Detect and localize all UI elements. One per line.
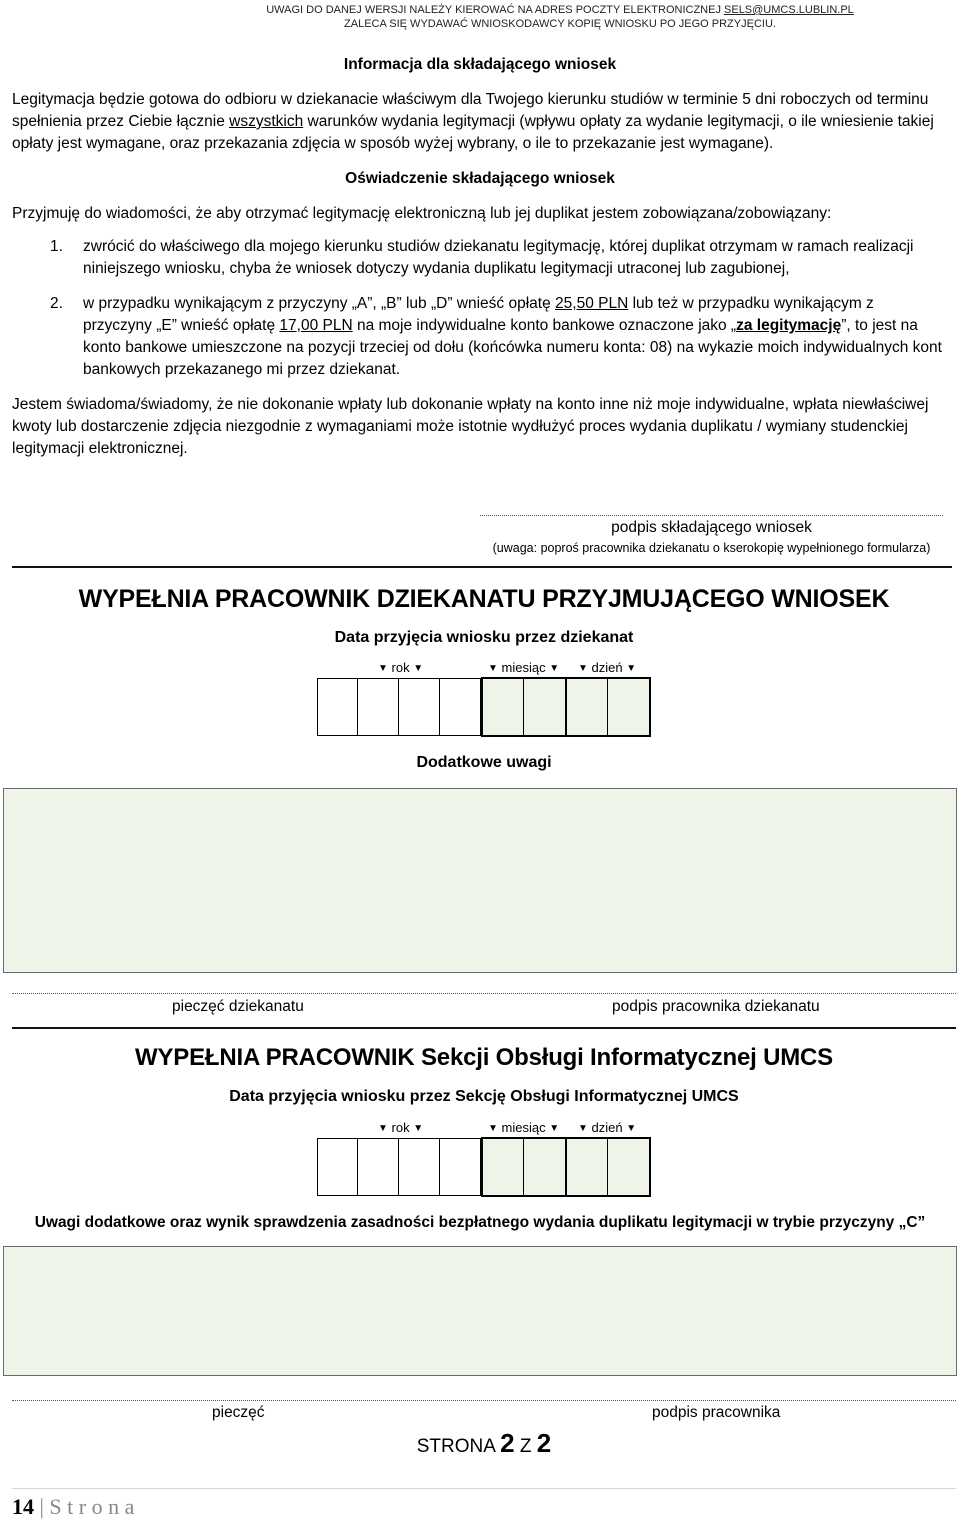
it-section-title: WYPEŁNIA PRACOWNIK Sekcji Obsługi Informatycznej UMCS [135,1044,833,1071]
statement-closing: Jestem świadoma/świadomy, że nie dokonanie wpłaty lub dokonanie wpłaty na konto inne niż moje indywidualne, wpłata niewłaściwej kwoty lub dostarczenie zdjęcia niezgodnie z wymaganiami może istotnie wydłużyć proces wydania duplikatu / wymiany studenckiej legitymacji elektronicznej. [12,396,929,457]
top-notice [180,3,940,31]
date-digit-box[interactable] [608,1139,649,1195]
triangle-down-icon: ▼ [626,1123,637,1134]
info-heading: Informacja dla składającego wniosek [343,56,617,73]
date-digit-box[interactable] [399,678,440,736]
date-digit-box[interactable] [524,1139,565,1195]
it-stamp-label: pieczęć [212,1404,265,1421]
date-digit-box[interactable] [483,1139,524,1195]
underlined-all: wszystkich [229,113,304,130]
dean-year-label: ▼ rok ▼ [378,660,424,675]
date-digit-box[interactable] [567,679,608,735]
date-digit-box[interactable] [358,1138,399,1196]
triangle-down-icon: ▼ [578,1123,588,1134]
it-remarks-field[interactable] [3,1246,957,1376]
it-year-label: ▼ rok ▼ [378,1120,424,1135]
date-digit-box[interactable] [440,678,481,736]
dean-signature-line [12,993,956,994]
account-name: za legitymację [736,317,842,334]
dean-day-boxes [567,677,651,737]
it-day-boxes [567,1137,651,1197]
notice-line1: UWAGI DO DANEJ WERSJI NALEŻY KIEROWAĆ NA ADRES POCZTY ELEKTRONICZNEJ [266,4,725,16]
date-digit-box[interactable] [399,1138,440,1196]
dean-date-boxes [317,678,651,737]
statement-intro: Przyjmuję do wiadomości, że aby otrzymać legitymację elektroniczną lub jej duplikat jestem zobowiązana/zobowiązany: [12,205,832,222]
signature-label: podpis składającego wniosek [611,519,812,536]
statement-item-1: 1. zwrócić do właściwego dla mojego kierunku studiów dziekanatu legitymację, której duplikat otrzymam w ramach realizacji niniejszego wniosku, chyba że wniosek dotyczy wydania duplikatu legitymacji utraconej lub zagubionej, [50,238,914,277]
info-paragraph: Legitymacja będzie gotowa do odbioru w dziekanacie właściwym dla Twojego kierunku studiów w terminie 5 dni roboczych od terminu spełnienia przez Ciebie łącznie wszystkich warunków wydania legitymacji (wpływu opłaty za wydanie legitymacji, o ile wniesienie takiej opłaty jest wymagane, oraz przekazania zdjęcia w sposób wyżej wybrany, o ile to przekazanie jest wymagane). [12,91,934,152]
triangle-down-icon: ▼ [488,663,498,674]
triangle-down-icon: ▼ [549,1123,560,1134]
section-divider-2 [12,1027,956,1029]
footer-page-number: 14 | S t r o n a [12,1494,135,1519]
triangle-down-icon: ▼ [549,663,560,674]
signature-note: (uwaga: poproś pracownika dziekanatu o kserokopię wypełnionego formularza) [492,541,931,555]
page-counter: STRONA 2 Z 2 [416,1428,552,1458]
date-digit-box[interactable] [483,679,524,735]
it-day-label: ▼ dzień ▼ [578,1120,637,1135]
it-signature-label: podpis pracownika [652,1404,781,1421]
dean-year-boxes [317,678,481,737]
notice-line2: ZALECA SIĘ WYDAWAĆ WNIOSKODAWCY KOPIĘ WNIOSKU PO JEGO PRZYJĘCIU. [344,18,776,30]
amount-2: 17,00 PLN [279,317,353,334]
date-digit-box[interactable] [440,1138,481,1196]
date-digit-box[interactable] [358,678,399,736]
dean-remarks-label: Dodatkowe uwagi [416,754,552,771]
footer-rule [12,1488,956,1489]
date-digit-box[interactable] [608,679,649,735]
triangle-down-icon: ▼ [488,1123,498,1134]
triangle-down-icon: ▼ [578,663,588,674]
notice-email-link[interactable]: SELS@UMCS.LUBLIN.PL [724,4,854,16]
dean-stamp-label: pieczęć dziekanatu [172,998,304,1015]
triangle-down-icon: ▼ [413,663,424,674]
it-date-label: Data przyjęcia wniosku przez Sekcję Obsługi Informatycznej UMCS [229,1088,739,1105]
dean-section-title: WYPEŁNIA PRACOWNIK DZIEKANATU PRZYJMUJĄCEGO WNIOSEK [78,585,890,613]
it-remarks-label: Uwagi dodatkowe oraz wynik sprawdzenia zasadności bezpłatnego wydania duplikatu legitymacji w trybie przyczyny „C” [34,1214,926,1231]
triangle-down-icon: ▼ [626,663,637,674]
date-digit-box[interactable] [567,1139,608,1195]
it-month-label: ▼ miesiąc ▼ [488,1120,560,1135]
dean-date-label: Data przyjęcia wniosku przez dziekanat [334,629,634,646]
it-signature-line [12,1400,956,1401]
it-date-boxes [317,1138,651,1197]
dean-day-label: ▼ dzień ▼ [578,660,637,675]
triangle-down-icon: ▼ [413,1123,424,1134]
date-digit-box[interactable] [524,679,565,735]
statement-item-2: 2. w przypadku wynikającym z przyczyny „A”, „B” lub „D” wnieść opłatę 25,50 PLN lub też w przypadku wynikającym z przyczyny „E” wnieść opłatę 17,00 PLN na moje indywidualne konto bankowe oznaczone jako „za legitymację”, to jest na konto bankowe umieszczone na pozycji trzeciej od dołu (końcówka numeru konta: 08) na wykazie moich indywidualnych kont bankowych przekazanego mi przez dziekanat. [50,295,942,378]
triangle-down-icon: ▼ [378,1123,388,1134]
dean-signature-label: podpis pracownika dziekanatu [612,998,820,1015]
section-divider [12,566,952,568]
amount-1: 25,50 PLN [555,295,629,312]
triangle-down-icon: ▼ [378,663,388,674]
it-year-boxes [317,1138,481,1197]
dean-month-label: ▼ miesiąc ▼ [488,660,560,675]
signature-line [480,515,943,516]
dean-month-boxes [481,677,567,737]
dean-remarks-field[interactable] [3,788,957,973]
date-digit-box[interactable] [317,1138,358,1196]
date-digit-box[interactable] [317,678,358,736]
statement-heading: Oświadczenie składającego wniosek [345,170,615,187]
it-month-boxes [481,1137,567,1197]
